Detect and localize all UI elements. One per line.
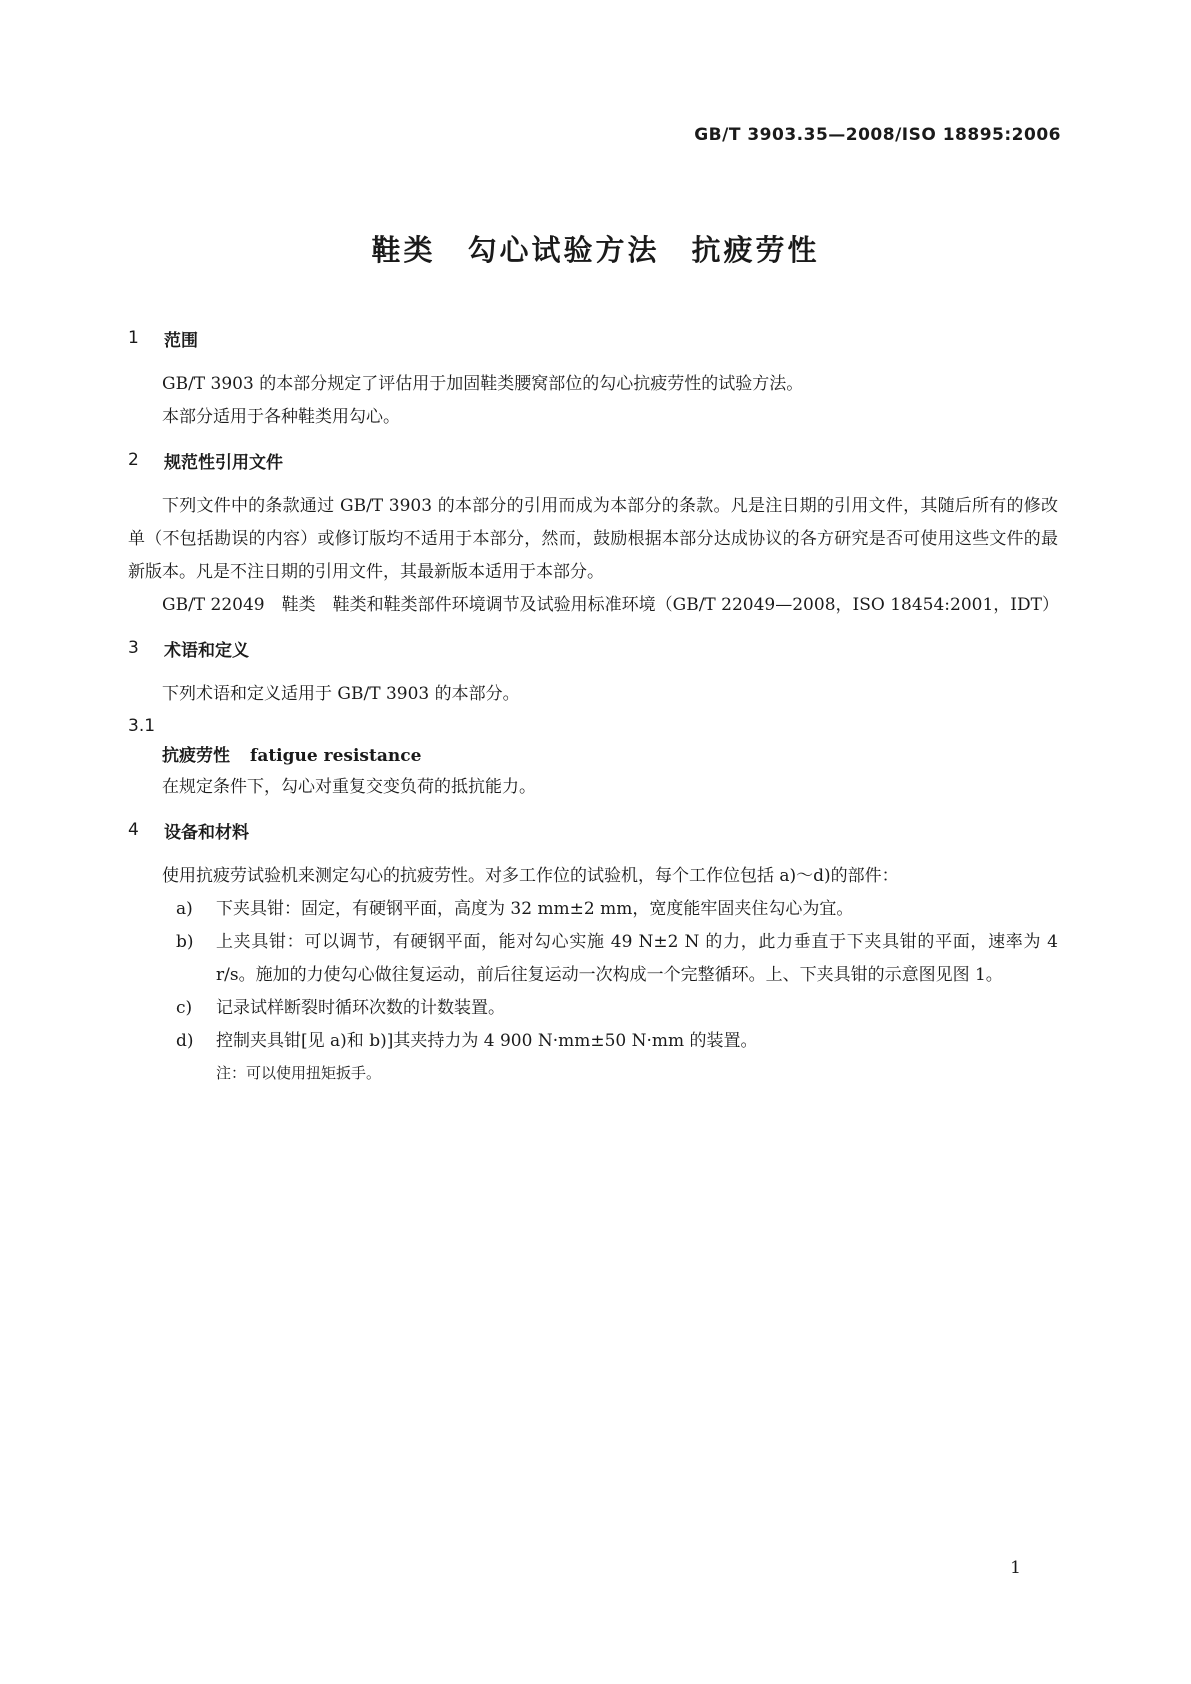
paragraph: 下列术语和定义适用于 GB/T 3903 的本部分。 bbox=[162, 684, 520, 704]
section-title: 规范性引用文件 bbox=[164, 452, 283, 473]
term-number: 3.1 bbox=[128, 716, 156, 736]
title-part-1: 鞋类 bbox=[371, 233, 436, 267]
section-title: 设备和材料 bbox=[164, 822, 249, 843]
title-part-3: 抗疲劳性 bbox=[691, 233, 820, 267]
paragraph: 下列文件中的条款通过 GB/T 3903 的本部分的引用而成为本部分的条款。凡是注日期的引用文件，其随后所有的修改单（不包括勘误的内容）或修订版均不适用于本部分，然而，鼓励根据本部分达成协议的各方研究是否可使用这些文件的最新版本。凡是不注日期的引用文件，其最新版本适用于本部分。 bbox=[128, 496, 1058, 582]
section-number: 4 bbox=[128, 820, 139, 840]
section-number: 2 bbox=[128, 450, 139, 470]
list-marker: a) bbox=[176, 899, 193, 919]
term-definition: 在规定条件下，勾心对重复交变负荷的抵抗能力。 bbox=[162, 777, 536, 797]
term-entry bbox=[128, 741, 1058, 771]
normative-reference: GB/T 22049 鞋类 鞋类和鞋类部件环境调节及试验用标准环境（GB/T 22049—2008，ISO 18454:2001，IDT） bbox=[162, 595, 1059, 615]
paragraph: 本部分适用于各种鞋类用勾心。 bbox=[162, 407, 400, 427]
section-2-heading bbox=[128, 448, 1058, 472]
term-english: fatigue resistance bbox=[250, 746, 422, 766]
list-text: 上夹具钳：可以调节，有硬钢平面，能对勾心实施 49 N±2 N 的力，此力垂直于下夹具钳的平面，速率为 4 r/s。施加的力使勾心做往复运动，前后往复运动一次构成一个完整循环。上、下夹具钳的示意图见图 1。 bbox=[216, 932, 1058, 985]
list-marker: d) bbox=[176, 1031, 194, 1051]
list-item bbox=[128, 926, 1058, 992]
section-number: 3 bbox=[128, 638, 139, 658]
section-4-heading bbox=[128, 818, 1058, 842]
document-title bbox=[0, 228, 1191, 269]
list-item bbox=[128, 1025, 1058, 1058]
list-text: 控制夹具钳[见 a)和 b)]其夹持力为 4 900 N·mm±50 N·mm 的装置。 bbox=[216, 1031, 758, 1051]
list-item bbox=[128, 893, 1058, 926]
section-3-heading bbox=[128, 636, 1058, 660]
list-marker: b) bbox=[176, 932, 194, 952]
title-part-2: 勾心试验方法 bbox=[467, 233, 660, 267]
equipment-list bbox=[128, 893, 1058, 1058]
document-body bbox=[128, 326, 1058, 1088]
note: 注：可以使用扭矩扳手。 bbox=[216, 1064, 382, 1082]
page-number: 1 bbox=[1010, 1558, 1021, 1578]
section-number: 1 bbox=[128, 328, 139, 348]
section-title: 范围 bbox=[164, 330, 198, 351]
paragraph: 使用抗疲劳试验机来测定勾心的抗疲劳性。对多工作位的试验机，每个工作位包括 a)～d)的部件： bbox=[162, 866, 899, 886]
list-text: 下夹具钳：固定，有硬钢平面，高度为 32 mm±2 mm，宽度能牢固夹住勾心为宜。 bbox=[216, 899, 854, 919]
list-item bbox=[128, 992, 1058, 1025]
list-marker: c) bbox=[176, 998, 193, 1018]
section-title: 术语和定义 bbox=[164, 640, 249, 661]
standard-number: GB/T 3903.35—2008/ISO 18895:2006 bbox=[694, 125, 1061, 145]
paragraph: GB/T 3903 的本部分规定了评估用于加固鞋类腰窝部位的勾心抗疲劳性的试验方法。 bbox=[162, 374, 804, 394]
section-1-heading bbox=[128, 326, 1058, 350]
list-text: 记录试样断裂时循环次数的计数装置。 bbox=[216, 998, 505, 1018]
term-chinese: 抗疲劳性 bbox=[162, 746, 230, 766]
